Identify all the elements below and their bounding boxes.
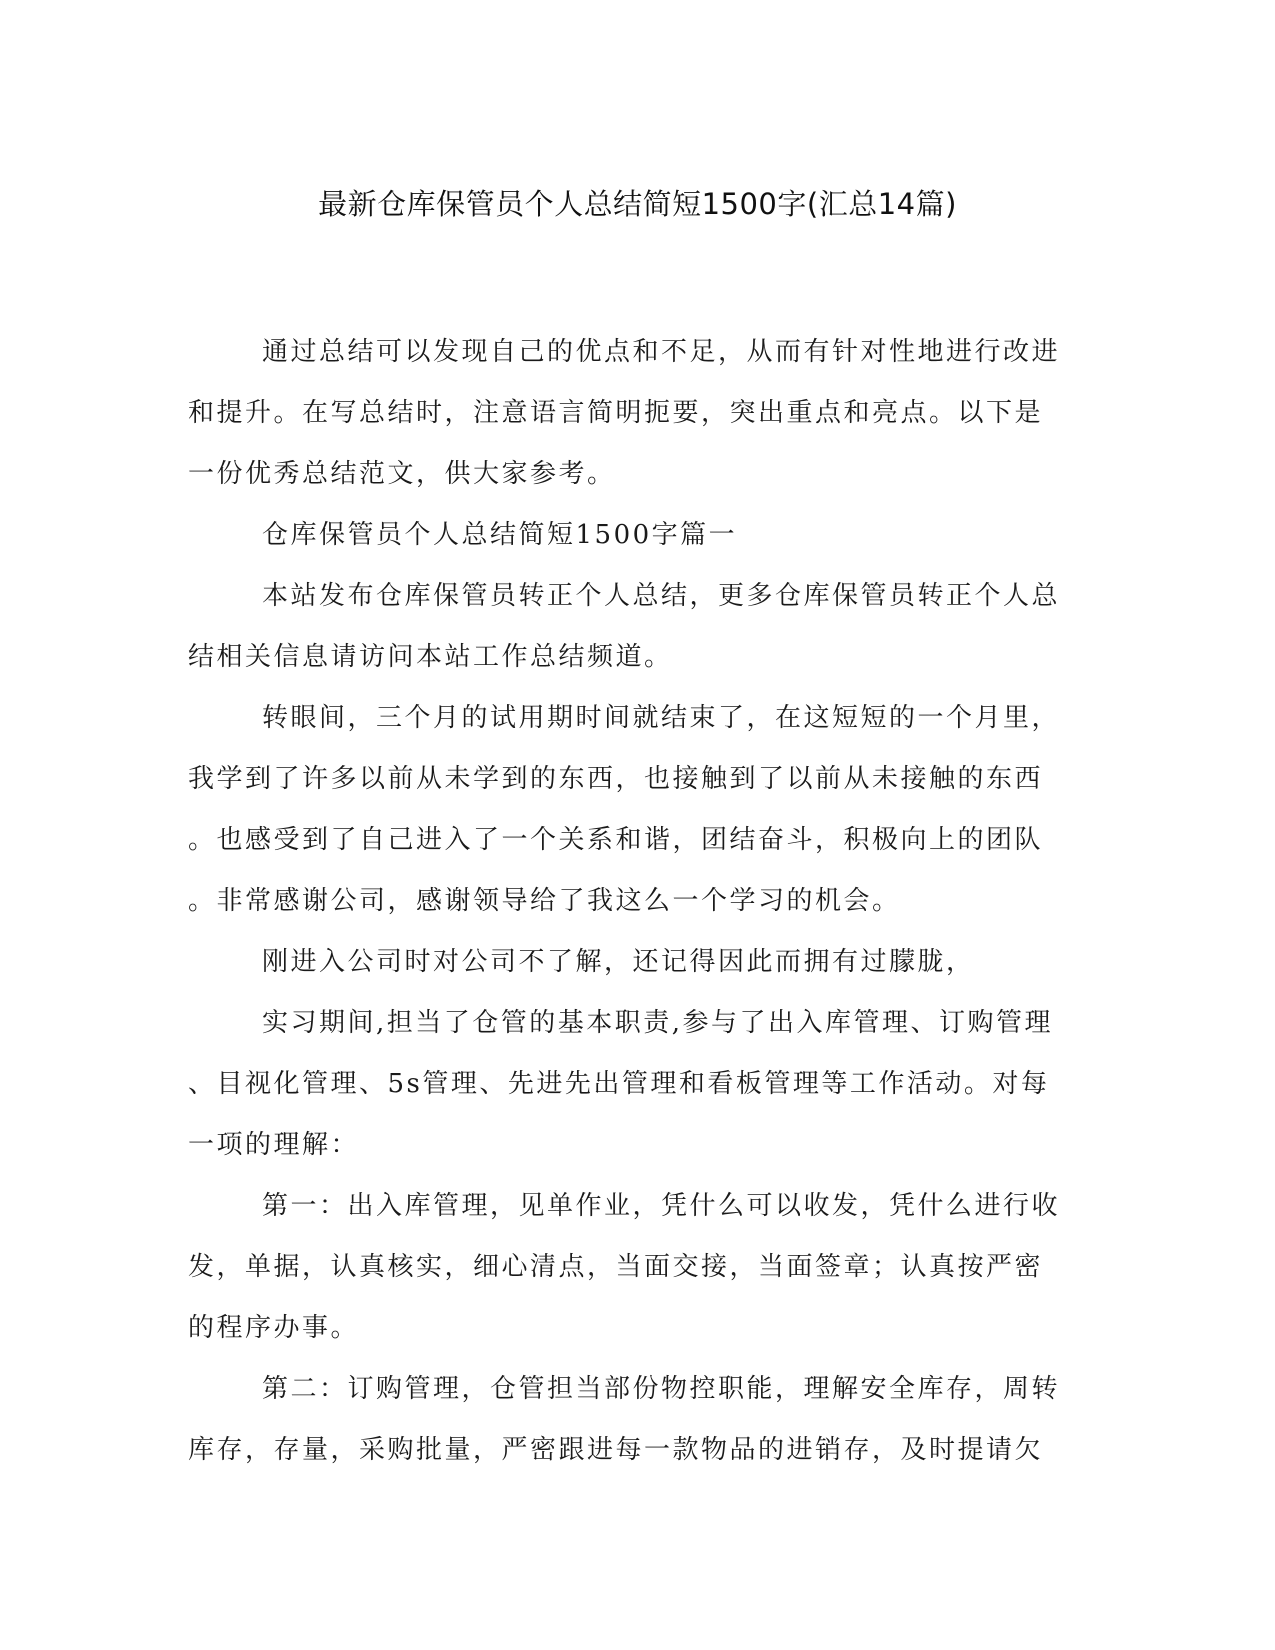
body-line: 和提升。在写总结时，注意语言简明扼要，突出重点和亮点。以下是 [188,398,1044,428]
body-line: 本站发布仓库保管员转正个人总结，更多仓库保管员转正个人总 [262,581,1061,611]
body-line: 的程序办事。 [188,1313,360,1343]
document-title: 最新仓库保管员个人总结简短1500字(汇总14篇) [318,187,957,221]
body-line: 第一：出入库管理，见单作业，凭什么可以收发，凭什么进行收 [262,1191,1061,1221]
body-line: 我学到了许多以前从未学到的东西，也接触到了以前从未接触的东西 [188,764,1044,794]
body-line: 通过总结可以发现自己的优点和不足，从而有针对性地进行改进 [262,337,1061,367]
body-line: 实习期间,担当了仓管的基本职责,参与了出入库管理、订购管理 [262,1008,1054,1038]
body-line: 结相关信息请访问本站工作总结频道。 [188,642,673,672]
section-heading: 仓库保管员个人总结简短1500字篇一 [262,520,738,550]
body-line: 转眼间，三个月的试用期时间就结束了，在这短短的一个月里， [262,703,1061,733]
body-line: 、目视化管理、5s管理、先进先出管理和看板管理等工作活动。对每 [188,1069,1050,1099]
document-body [188,322,1068,1481]
body-line: 库存，存量，采购批量，严密跟进每一款物品的进销存，及时提请欠 [188,1435,1044,1465]
body-line: 。也感受到了自己进入了一个关系和谐，团结奋斗，积极向上的团队 [188,825,1044,855]
body-line: 刚进入公司时对公司不了解，还记得因此而拥有过朦胧， [262,947,975,977]
body-line: 发，单据，认真核实，细心清点，当面交接，当面签章；认真按严密 [188,1252,1044,1282]
body-line: 一项的理解： [188,1130,360,1160]
body-line: 一份优秀总结范文，供大家参考。 [188,459,616,489]
body-line: 。非常感谢公司，感谢领导给了我这么一个学习的机会。 [188,886,901,916]
body-line: 第二：订购管理，仓管担当部份物控职能，理解安全库存，周转 [262,1374,1061,1404]
